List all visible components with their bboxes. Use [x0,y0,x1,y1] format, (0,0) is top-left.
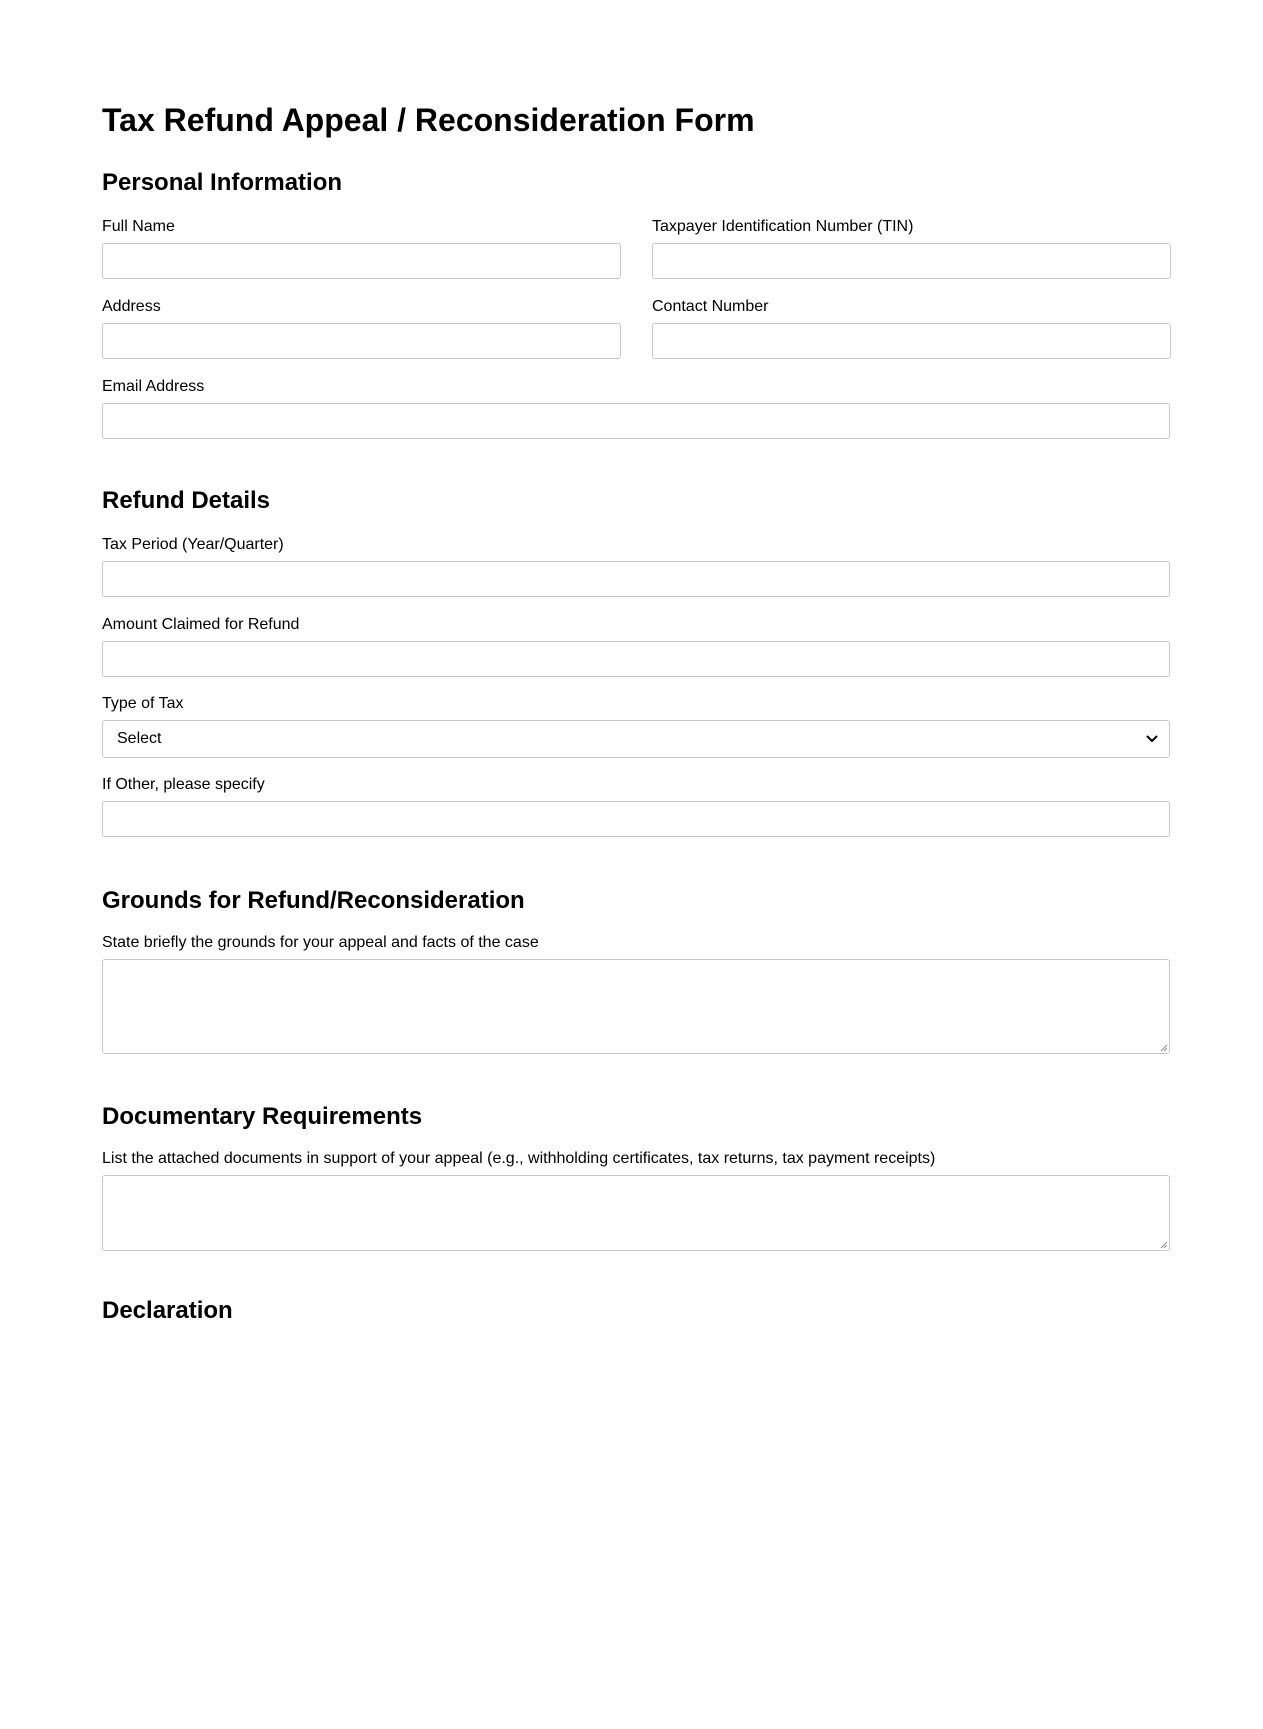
chevron-down-icon [1145,732,1159,746]
documents-textarea-wrapper [102,1175,1170,1251]
resize-grip-icon[interactable] [1159,1240,1168,1249]
tax-period-input[interactable] [102,561,1170,597]
grounds-textarea[interactable] [102,959,1170,1054]
email-address-label: Email Address [102,378,205,395]
section-heading-refund-details: Refund Details [102,487,271,514]
full-name-input[interactable] [102,243,621,279]
full-name-label: Full Name [102,218,175,235]
resize-grip-icon[interactable] [1159,1043,1168,1052]
grounds-textarea-wrapper [102,959,1170,1054]
section-heading-documentary-requirements: Documentary Requirements [102,1103,423,1130]
type-of-tax-select[interactable] [102,720,1170,758]
section-heading-grounds: Grounds for Refund/Reconsideration [102,887,525,914]
documents-textarea[interactable] [102,1175,1170,1251]
documents-label: List the attached documents in support of your appeal (e.g., withholding certificates, tax returns, tax payment receipts) [102,1150,936,1167]
type-of-tax-label: Type of Tax [102,695,184,712]
tin-label: Taxpayer Identification Number (TIN) [652,218,914,235]
address-label: Address [102,298,161,315]
grounds-label: State briefly the grounds for your appeal and facts of the case [102,934,539,951]
contact-number-input[interactable] [652,323,1171,359]
page-title: Tax Refund Appeal / Reconsideration Form [102,102,755,138]
amount-claimed-label: Amount Claimed for Refund [102,616,300,633]
amount-claimed-input[interactable] [102,641,1170,677]
tax-period-label: Tax Period (Year/Quarter) [102,536,284,553]
section-heading-declaration: Declaration [102,1297,233,1324]
section-heading-personal-information: Personal Information [102,169,343,196]
type-of-tax-selected-value: Select [117,730,162,747]
tin-input[interactable] [652,243,1171,279]
form-container [102,0,1170,1324]
other-tax-label: If Other, please specify [102,776,265,793]
other-tax-input[interactable] [102,801,1170,837]
contact-number-label: Contact Number [652,298,769,315]
address-input[interactable] [102,323,621,359]
email-address-input[interactable] [102,403,1170,439]
